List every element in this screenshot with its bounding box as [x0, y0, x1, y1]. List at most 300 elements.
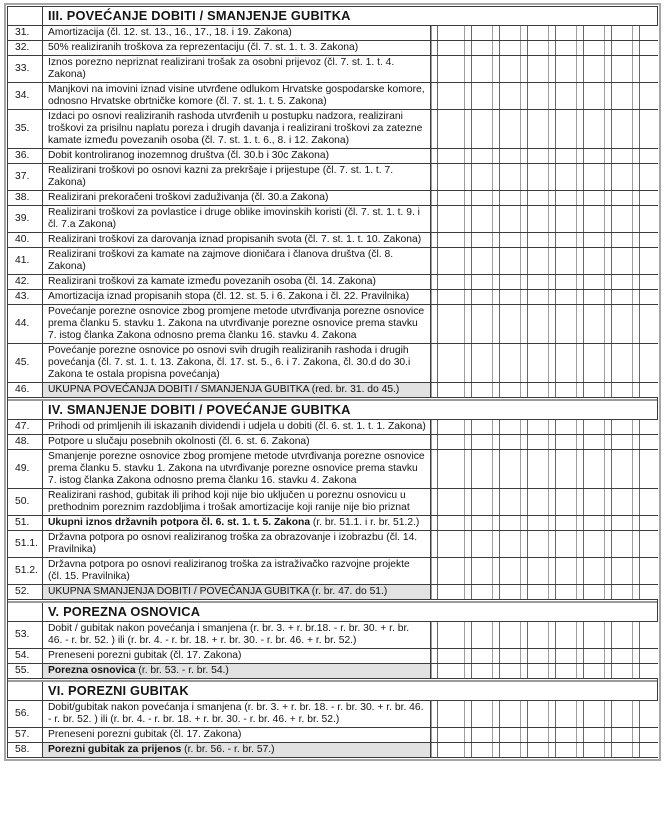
row-description — [43, 622, 431, 648]
amount-cell[interactable] — [500, 531, 520, 557]
table-row — [8, 41, 657, 56]
amount-cell[interactable] — [612, 191, 632, 205]
amount-cell[interactable] — [640, 344, 658, 382]
amount-cell[interactable] — [528, 233, 548, 247]
amount-cell[interactable] — [500, 290, 520, 304]
amount-cell[interactable] — [472, 344, 492, 382]
amount-cell[interactable] — [472, 728, 492, 742]
amount-cell[interactable] — [584, 450, 604, 488]
amount-cell[interactable] — [612, 585, 632, 599]
amount-separator — [604, 743, 612, 757]
amount-cell[interactable] — [438, 206, 464, 232]
amount-cell[interactable] — [640, 206, 658, 232]
amount-cell[interactable] — [612, 56, 632, 82]
table-row — [8, 275, 657, 290]
amount-cell[interactable] — [438, 728, 464, 742]
amount-cell[interactable] — [584, 290, 604, 304]
amount-cell[interactable] — [472, 83, 492, 109]
amount-separator — [576, 435, 584, 449]
amount-cell[interactable] — [612, 206, 632, 232]
amount-cell[interactable] — [584, 420, 604, 434]
amount-cell[interactable] — [612, 743, 632, 757]
amount-cell[interactable] — [584, 26, 604, 40]
amount-cell[interactable] — [612, 516, 632, 530]
amount-cell[interactable] — [640, 664, 658, 678]
amount-separator — [604, 344, 612, 382]
amount-cell[interactable] — [528, 531, 548, 557]
amount-cell[interactable] — [438, 233, 464, 247]
amount-cell[interactable] — [556, 728, 576, 742]
amount-separator — [492, 531, 500, 557]
amount-cell[interactable] — [438, 649, 464, 663]
amount-cell[interactable] — [438, 664, 464, 678]
amount-cell[interactable] — [472, 191, 492, 205]
amount-separator — [576, 275, 584, 289]
amount-cell[interactable] — [438, 83, 464, 109]
amount-cell[interactable] — [472, 206, 492, 232]
amount-cell[interactable] — [584, 275, 604, 289]
amount-cell[interactable] — [556, 701, 576, 727]
amount-cell[interactable] — [438, 516, 464, 530]
amount-cell[interactable] — [612, 531, 632, 557]
amount-cell[interactable] — [528, 110, 548, 148]
amount-cell[interactable] — [584, 664, 604, 678]
amount-cell[interactable] — [556, 383, 576, 397]
amount-cell[interactable] — [472, 489, 492, 515]
amount-cell[interactable] — [556, 56, 576, 82]
amount-cell[interactable] — [472, 450, 492, 488]
table-row — [8, 489, 657, 516]
amount-cell[interactable] — [612, 622, 632, 648]
amount-cell[interactable] — [640, 649, 658, 663]
amount-cell[interactable] — [528, 383, 548, 397]
amount-cell[interactable] — [500, 344, 520, 382]
amount-cell[interactable] — [612, 41, 632, 55]
amount-cell[interactable] — [556, 435, 576, 449]
amount-cell[interactable] — [640, 233, 658, 247]
amount-cell[interactable] — [584, 516, 604, 530]
amount-cell[interactable] — [612, 164, 632, 190]
amount-cell[interactable] — [584, 83, 604, 109]
amount-cell[interactable] — [640, 164, 658, 190]
amount-cell[interactable] — [500, 664, 520, 678]
amount-cell[interactable] — [584, 191, 604, 205]
amount-cell[interactable] — [584, 728, 604, 742]
amount-cell[interactable] — [438, 26, 464, 40]
amount-cell[interactable] — [640, 191, 658, 205]
amount-cell[interactable] — [438, 622, 464, 648]
amount-cell[interactable] — [556, 275, 576, 289]
amount-cell[interactable] — [640, 248, 658, 274]
amount-cell[interactable] — [500, 585, 520, 599]
amount-cell[interactable] — [640, 728, 658, 742]
amount-separator — [604, 664, 612, 678]
amount-cell[interactable] — [584, 344, 604, 382]
amount-cell[interactable] — [438, 290, 464, 304]
amount-cell[interactable] — [472, 164, 492, 190]
amount-separator — [576, 743, 584, 757]
amount-cell[interactable] — [584, 305, 604, 343]
amount-separator — [576, 701, 584, 727]
amount-cell[interactable] — [500, 558, 520, 584]
amount-cell[interactable] — [612, 233, 632, 247]
row-number: 47. — [8, 420, 43, 434]
amount-cell[interactable] — [500, 26, 520, 40]
amount-cell[interactable] — [438, 41, 464, 55]
amount-cell[interactable] — [584, 41, 604, 55]
amount-cell[interactable] — [556, 558, 576, 584]
amount-cell[interactable] — [528, 56, 548, 82]
amount-cell[interactable] — [438, 743, 464, 757]
amount-separator — [548, 383, 556, 397]
amount-cell[interactable] — [500, 248, 520, 274]
amount-cell[interactable] — [556, 248, 576, 274]
row-description-text: Dobit kontroliranog inozemnog društva (čl. 30.b i 30c Zakona) — [48, 150, 330, 161]
row-description — [43, 728, 431, 742]
amount-cell[interactable] — [500, 743, 520, 757]
row-description-text: Državna potpora po osnovi realiziranog troška za obrazovanje i izobrazbu (čl. 14. Pravilnika) — [48, 532, 418, 555]
amount-cell[interactable] — [528, 290, 548, 304]
amount-cell[interactable] — [640, 305, 658, 343]
amount-cell[interactable] — [612, 435, 632, 449]
amount-cell[interactable] — [584, 701, 604, 727]
amount-cell[interactable] — [438, 585, 464, 599]
amount-cell[interactable] — [528, 435, 548, 449]
amount-cell[interactable] — [528, 275, 548, 289]
amount-cell[interactable] — [612, 728, 632, 742]
amount-cell[interactable] — [640, 622, 658, 648]
amount-cell[interactable] — [472, 41, 492, 55]
amount-cell[interactable] — [640, 83, 658, 109]
amount-cell[interactable] — [438, 531, 464, 557]
amount-cell[interactable] — [528, 701, 548, 727]
amount-cell[interactable] — [500, 110, 520, 148]
amount-cell[interactable] — [528, 420, 548, 434]
amount-cell[interactable] — [640, 450, 658, 488]
amount-cell[interactable] — [640, 420, 658, 434]
amount-cell[interactable] — [472, 531, 492, 557]
amount-cell[interactable] — [556, 531, 576, 557]
amount-cell[interactable] — [472, 56, 492, 82]
amount-cell[interactable] — [556, 743, 576, 757]
amount-cell[interactable] — [556, 41, 576, 55]
amount-cell[interactable] — [472, 420, 492, 434]
amount-cell[interactable] — [584, 206, 604, 232]
amount-cell[interactable] — [438, 164, 464, 190]
amount-separator — [604, 420, 612, 434]
amount-cell[interactable] — [438, 56, 464, 82]
amount-cell[interactable] — [584, 56, 604, 82]
amount-cell[interactable] — [472, 110, 492, 148]
amount-cell[interactable] — [556, 450, 576, 488]
amount-cell[interactable] — [556, 290, 576, 304]
amount-cell[interactable] — [528, 558, 548, 584]
amount-cell[interactable] — [612, 26, 632, 40]
amount-cell[interactable] — [640, 531, 658, 557]
amount-cell[interactable] — [612, 110, 632, 148]
amount-cell[interactable] — [584, 622, 604, 648]
amount-cell[interactable] — [528, 164, 548, 190]
amount-cell[interactable] — [472, 233, 492, 247]
amount-cell[interactable] — [640, 383, 658, 397]
amount-cell[interactable] — [556, 664, 576, 678]
amount-cell[interactable] — [556, 191, 576, 205]
amount-cell[interactable] — [500, 383, 520, 397]
amount-cell[interactable] — [472, 383, 492, 397]
amount-separator — [492, 149, 500, 163]
amount-cell[interactable] — [472, 275, 492, 289]
amount-cell[interactable] — [472, 290, 492, 304]
amount-cell[interactable] — [500, 649, 520, 663]
amount-cell[interactable] — [438, 305, 464, 343]
amount-cell[interactable] — [612, 649, 632, 663]
row-description — [43, 664, 431, 678]
amount-cell[interactable] — [500, 191, 520, 205]
amount-cell[interactable] — [584, 531, 604, 557]
amount-cell[interactable] — [556, 649, 576, 663]
amount-cell[interactable] — [640, 558, 658, 584]
amount-cell[interactable] — [612, 420, 632, 434]
amount-cell[interactable] — [612, 275, 632, 289]
amount-cell[interactable] — [438, 110, 464, 148]
amount-cell[interactable] — [438, 558, 464, 584]
table-row — [8, 649, 657, 664]
amount-cell[interactable] — [612, 248, 632, 274]
amount-cell[interactable] — [472, 743, 492, 757]
amount-cell[interactable] — [438, 275, 464, 289]
amount-separator — [431, 516, 438, 530]
amount-cell[interactable] — [584, 585, 604, 599]
amount-cell[interactable] — [528, 191, 548, 205]
amount-cell[interactable] — [438, 450, 464, 488]
amount-cell[interactable] — [556, 622, 576, 648]
amount-cell[interactable] — [556, 305, 576, 343]
amount-separator — [492, 41, 500, 55]
table-row — [8, 664, 657, 679]
amount-cell[interactable] — [472, 701, 492, 727]
amount-cell[interactable] — [612, 149, 632, 163]
amount-cell[interactable] — [500, 622, 520, 648]
amount-cell[interactable] — [528, 516, 548, 530]
amount-cell[interactable] — [438, 420, 464, 434]
amount-separator — [548, 743, 556, 757]
amount-cell[interactable] — [472, 585, 492, 599]
amount-cell[interactable] — [500, 275, 520, 289]
amount-separator — [464, 164, 472, 190]
amount-separator — [576, 305, 584, 343]
amount-cell[interactable] — [640, 110, 658, 148]
amount-cell[interactable] — [500, 450, 520, 488]
amount-cell[interactable] — [528, 649, 548, 663]
amount-separator — [604, 275, 612, 289]
amount-cell[interactable] — [528, 83, 548, 109]
amount-cell[interactable] — [584, 110, 604, 148]
amount-cell[interactable] — [500, 489, 520, 515]
amount-separator — [604, 585, 612, 599]
amount-cell[interactable] — [528, 743, 548, 757]
amount-cell[interactable] — [556, 585, 576, 599]
amount-cell[interactable] — [612, 305, 632, 343]
amount-cell[interactable] — [528, 206, 548, 232]
amount-cell[interactable] — [640, 275, 658, 289]
row-description-text: Dobit / gubitak nakon povećanja i smanjena (r. br. 3. + r. br.18. - r. br. 30. + r. br. 46. - r. br. 52. ) ili (r. br. 4. - r. br. 18. + r. br. 30. - r. br. 46. + r. br. 52.) — [48, 623, 410, 646]
amount-cell[interactable] — [500, 420, 520, 434]
amount-cell[interactable] — [556, 516, 576, 530]
amount-cell[interactable] — [556, 26, 576, 40]
amount-separator — [492, 164, 500, 190]
amount-cell[interactable] — [528, 664, 548, 678]
amount-cell[interactable] — [472, 305, 492, 343]
amount-cell[interactable] — [438, 435, 464, 449]
amount-separator — [464, 516, 472, 530]
amount-cell[interactable] — [500, 83, 520, 109]
section-header-row — [8, 7, 657, 26]
amount-separator — [520, 728, 528, 742]
amount-cell[interactable] — [500, 435, 520, 449]
amount-cell[interactable] — [640, 435, 658, 449]
amount-cell[interactable] — [640, 149, 658, 163]
amount-cell[interactable] — [438, 383, 464, 397]
amount-cell[interactable] — [612, 664, 632, 678]
amount-cell[interactable] — [640, 290, 658, 304]
amount-cell[interactable] — [640, 26, 658, 40]
amount-cell[interactable] — [528, 585, 548, 599]
amount-separator — [576, 191, 584, 205]
amount-cell[interactable] — [472, 248, 492, 274]
amount-cell[interactable] — [556, 164, 576, 190]
amount-cell[interactable] — [612, 383, 632, 397]
row-description — [43, 558, 431, 584]
amount-separator — [576, 622, 584, 648]
amount-cell[interactable] — [612, 344, 632, 382]
amount-cell[interactable] — [500, 305, 520, 343]
amount-cell[interactable] — [528, 450, 548, 488]
amount-cell[interactable] — [612, 701, 632, 727]
amount-cell[interactable] — [556, 233, 576, 247]
amount-cell[interactable] — [472, 622, 492, 648]
amount-cell[interactable] — [472, 558, 492, 584]
amount-cell[interactable] — [640, 701, 658, 727]
amount-cell[interactable] — [556, 110, 576, 148]
row-description — [43, 435, 431, 449]
amount-cell[interactable] — [472, 26, 492, 40]
row-number: 53. — [8, 622, 43, 648]
amount-separator — [576, 41, 584, 55]
amount-cell[interactable] — [640, 585, 658, 599]
amount-cell[interactable] — [584, 743, 604, 757]
amount-separator — [520, 191, 528, 205]
amount-cell[interactable] — [584, 248, 604, 274]
amount-cell[interactable] — [500, 233, 520, 247]
amount-separator — [576, 585, 584, 599]
amount-separator — [604, 701, 612, 727]
row-description-text: Preneseni porezni gubitak (čl. 17. Zakona) — [48, 729, 242, 740]
amount-cell[interactable] — [500, 41, 520, 55]
amount-cell[interactable] — [500, 701, 520, 727]
amount-cell[interactable] — [556, 344, 576, 382]
amount-cell[interactable] — [528, 622, 548, 648]
amount-cell[interactable] — [438, 149, 464, 163]
amount-cell[interactable] — [472, 516, 492, 530]
amount-cell[interactable] — [640, 41, 658, 55]
amount-cell[interactable] — [584, 558, 604, 584]
amount-cell[interactable] — [438, 701, 464, 727]
amount-cell[interactable] — [500, 206, 520, 232]
amount-cell[interactable] — [528, 489, 548, 515]
section-title: IV. SMANJENJE DOBITI / POVEĆANJE GUBITKA — [48, 402, 351, 417]
amount-cell[interactable] — [500, 516, 520, 530]
amount-cell[interactable] — [584, 383, 604, 397]
amount-cell[interactable] — [472, 649, 492, 663]
amount-cell[interactable] — [438, 344, 464, 382]
amount-cell[interactable] — [612, 290, 632, 304]
amount-cell[interactable] — [556, 149, 576, 163]
amount-cell[interactable] — [500, 164, 520, 190]
amount-cell[interactable] — [438, 489, 464, 515]
amount-cell[interactable] — [584, 489, 604, 515]
amount-cell[interactable] — [556, 420, 576, 434]
amount-cell[interactable] — [528, 305, 548, 343]
amount-cell[interactable] — [612, 489, 632, 515]
amount-cell[interactable] — [584, 164, 604, 190]
amount-cell[interactable] — [584, 233, 604, 247]
amount-cell[interactable] — [640, 516, 658, 530]
section-header-row — [8, 682, 657, 701]
amount-cell[interactable] — [500, 149, 520, 163]
amount-separator — [576, 83, 584, 109]
amount-cell[interactable] — [528, 344, 548, 382]
amount-separator — [520, 248, 528, 274]
amount-cell[interactable] — [528, 728, 548, 742]
amount-cell[interactable] — [612, 558, 632, 584]
amount-separator — [431, 585, 438, 599]
amount-cell[interactable] — [556, 83, 576, 109]
table-row — [8, 305, 657, 344]
amount-cell[interactable] — [438, 248, 464, 274]
amount-cell[interactable] — [584, 649, 604, 663]
row-description — [43, 110, 431, 148]
amount-cell[interactable] — [584, 149, 604, 163]
amount-cell[interactable] — [438, 191, 464, 205]
amount-cell[interactable] — [584, 435, 604, 449]
amount-separator — [520, 585, 528, 599]
amount-cell[interactable] — [500, 728, 520, 742]
row-description-text: UKUPNA POVEĆANJA DOBITI / SMANJENJA GUBITKA (red. br. 31. do 45.) — [48, 384, 400, 395]
amount-cell[interactable] — [472, 664, 492, 678]
form-section — [8, 399, 657, 600]
table-row — [8, 344, 657, 383]
row-description-text: (r. br. 56. - r. br. 57.) — [181, 744, 275, 755]
table-row — [8, 728, 657, 743]
amount-cell[interactable] — [556, 206, 576, 232]
table-row — [8, 110, 657, 149]
amount-cell[interactable] — [528, 41, 548, 55]
amount-cell[interactable] — [640, 743, 658, 757]
amount-cell[interactable] — [472, 149, 492, 163]
amount-cell[interactable] — [472, 435, 492, 449]
amount-separator — [604, 149, 612, 163]
amount-cell[interactable] — [528, 248, 548, 274]
amount-cell[interactable] — [640, 56, 658, 82]
amount-cell[interactable] — [640, 489, 658, 515]
amount-cell[interactable] — [556, 489, 576, 515]
amount-cell[interactable] — [612, 450, 632, 488]
amount-cell[interactable] — [528, 149, 548, 163]
amount-cell[interactable] — [612, 83, 632, 109]
amount-cell[interactable] — [528, 26, 548, 40]
row-description-text: Izdaci po osnovi realiziranih rashoda utvrđenih u postupku nadzora, realizirani troškovi za prisilnu naplatu poreza i drugih davanja i realizirani troškovi za zatezne kamate između povezanih osoba (čl. 7. st. 1. t. 6., 8. i 12. Zakona) — [48, 111, 423, 146]
amount-cell[interactable] — [500, 56, 520, 82]
